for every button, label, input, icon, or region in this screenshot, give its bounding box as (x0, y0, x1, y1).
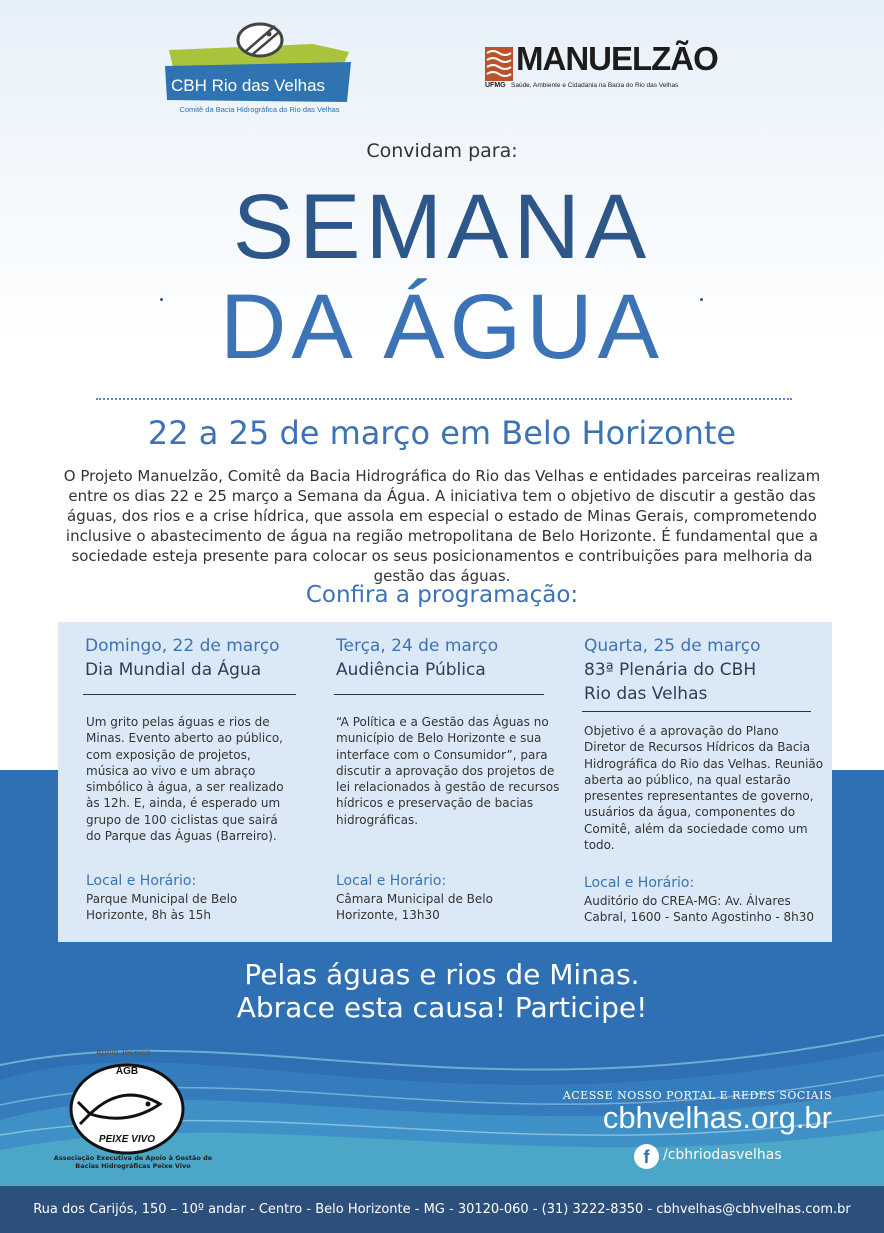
day-2-description: “A Política e a Gestão das Águas no município de Belo Horizonte e sua interface com o Consumidor”, para discutir a aprovação dos projetos de lei relacionados à gestão de recursos hídricos e preservação de bacias hidrográficas. (336, 715, 560, 827)
manuelzao-logo-ufmg: UFMG (485, 82, 506, 89)
manuelzao-logo-icon (485, 47, 513, 81)
facebook-icon: f (634, 1144, 659, 1169)
slogan-line-1: Pelas águas e rios de Minas. (244, 958, 640, 991)
program-day-3 (584, 634, 784, 706)
invite-text: Convidam para: (366, 140, 518, 162)
manuelzao-logo-name: MANUELZÃO (516, 40, 718, 77)
slogan-line-2: Abrace esta causa! Participe! (236, 991, 648, 1024)
day-2-location: Câmara Municipal de Belo Horizonte, 13h30 (336, 892, 493, 922)
intro-paragraph: O Projeto Manuelzão, Comitê da Bacia Hidrográfica do Rio das Velhas e entidades parceiras realizam entre os dias 22 e 25 março a Semana da Água. A iniciativa tem o objetivo de discutir a gestão das águas, dos rios e a crise hídrica, que assola em especial o estado de Minas Gerais, comprometendo inclusive o abastecimento de água na região metropolitana de Belo Horizonte. É fundamental que a sociedade esteja presente para colocar os seus posicionamentos e contribuições para melhoria da gestão das águas. (63, 467, 821, 585)
day-1-location: Parque Municipal de Belo Horizonte, 8h às 15h (86, 892, 238, 922)
day-1-date: Domingo, 22 de março (85, 636, 280, 656)
decorative-dot (160, 298, 163, 301)
footer-address: Rua dos Carijós, 150 – 10º andar - Centro - Belo Horizonte - MG - 30120-060 - (31) 3222-8350 - cbhvelhas@cbhvelhas.com.br (0, 1186, 884, 1233)
website-link[interactable]: cbhvelhas.org.br (602, 1100, 832, 1135)
program-day-2 (336, 634, 566, 682)
facebook-link[interactable] (634, 1143, 834, 1171)
day-2-location-label: Local e Horário: (336, 873, 447, 889)
event-dates: 22 a 25 de março em Belo Horizonte (147, 414, 737, 452)
day-3-event: 83ª Plenária do CBH Rio das Velhas (584, 660, 757, 704)
day-1-description: Um grito pelas águas e rios de Minas. Evento aberto ao público, com exposição de projetos, música ao vivo e um abraço simbólico à água, a ser realizado às 12h. E, ainda, é esperado um grupo de 100 ciclistas que sairá do Parque das Águas (Barreiro). (86, 715, 284, 844)
manuelzao-logo (484, 40, 718, 96)
agb-caption: Associação Executiva de Apoio à Gestão de Bacias Hidrográficas Peixe Vivo (53, 1154, 213, 1170)
day-2-date: Terça, 24 de março (336, 636, 499, 656)
day-3-date: Quarta, 25 de março (584, 636, 761, 656)
agb-peixe-vivo-logo (68, 1062, 186, 1156)
day-3-divider (582, 711, 811, 712)
day-3-description: Objetivo é a aprovação do Plano Diretor de Recursos Hídricos da Bacia Hidrográfica do Rio das Velhas. Reunião aberta ao público, na qual estarão presentes representantes de governo, usuários da água, componentes do Comitê, além da sociedade como um todo. (584, 724, 824, 853)
cbh-logo (163, 22, 353, 117)
title-line-1: SEMANA (232, 176, 652, 278)
dotted-divider (96, 398, 792, 400)
day-1-event: Dia Mundial da Água (85, 660, 262, 680)
portal-label: ACESSE NOSSO PORTAL E REDES SOCIAIS (562, 1089, 832, 1102)
day-3-location-label: Local e Horário: (584, 875, 695, 891)
agb-logo-top-text: AGB (115, 1066, 139, 1077)
day-1-location-label: Local e Horário: (86, 873, 197, 889)
manuelzao-logo-tagline: Saúde, Ambiente e Cidadania na Bacia do Rio das Velhas (511, 82, 679, 89)
day-2-divider (334, 694, 544, 695)
program-heading: Confira a programação: (305, 582, 579, 608)
cbh-logo-title: CBH Rio das Velhas (171, 76, 326, 95)
program-day-1 (85, 634, 315, 682)
slogan (0, 958, 884, 1024)
support-label: Apoio Técnico (96, 1048, 151, 1057)
day-2-event: Audiência Pública (336, 660, 486, 680)
cbh-logo-subtitle: Comitê da Bacia Hidrográfica do Rio das Velhas (179, 105, 340, 114)
decorative-dot (700, 298, 703, 301)
title-line-2: DA ÁGUA (219, 276, 664, 378)
day-1-divider (83, 694, 296, 695)
agb-logo-bottom-text: PEIXE VIVO (98, 1134, 156, 1145)
day-3-location: Auditório do CREA-MG: Av. Álvares Cabral, 1600 - Santo Agostinho - 8h30 (584, 894, 815, 924)
facebook-handle: /cbhriodasvelhas (663, 1147, 782, 1163)
